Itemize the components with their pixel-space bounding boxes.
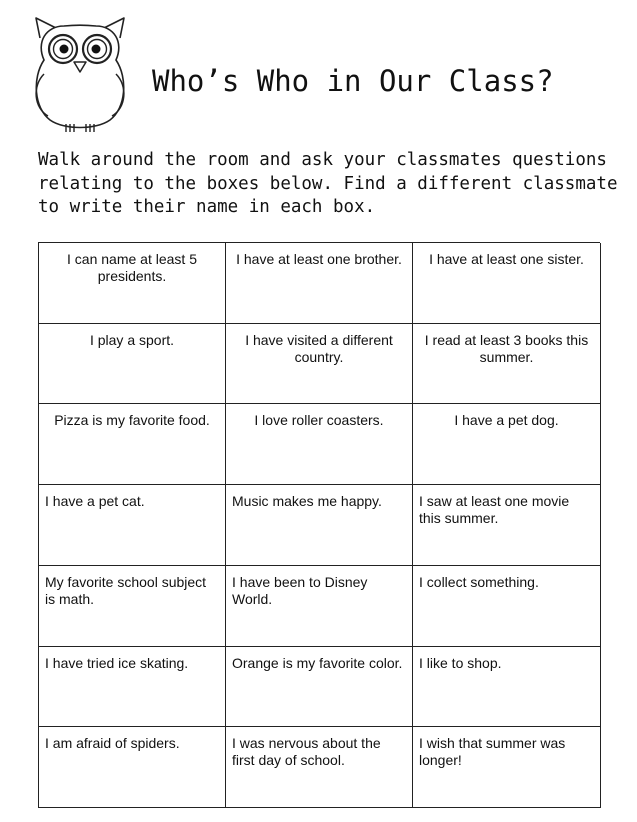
instructions-text — [38, 149, 618, 220]
grid-cell[interactable]: I am afraid of spiders. — [39, 727, 226, 808]
grid-cell[interactable]: I read at least 3 books this summer. — [413, 324, 601, 405]
owl-icon — [30, 16, 130, 134]
grid-cell[interactable]: I have at least one brother. — [226, 243, 413, 324]
page-title: Who’s Who in Our Class? — [152, 64, 554, 98]
instructions-line: Walk around the room and ask your classmates questions — [38, 150, 607, 170]
grid-cell[interactable]: I collect something. — [413, 566, 601, 647]
grid-cell[interactable]: I saw at least one movie this summer. — [413, 485, 601, 566]
grid-cell[interactable]: I have tried ice skating. — [39, 647, 226, 728]
grid-cell[interactable]: I have visited a different country. — [226, 324, 413, 405]
instructions-line: to write their name in each box. — [38, 197, 376, 217]
grid-cell[interactable]: Orange is my favorite color. — [226, 647, 413, 728]
grid-cell[interactable]: I love roller coasters. — [226, 404, 413, 485]
grid-cell[interactable]: I have at least one sister. — [413, 243, 601, 324]
grid-cell[interactable]: Music makes me happy. — [226, 485, 413, 566]
grid-cell[interactable]: I have been to Disney World. — [226, 566, 413, 647]
grid-cell[interactable]: My favorite school subject is math. — [39, 566, 226, 647]
grid-cell[interactable]: I was nervous about the first day of school. — [226, 727, 413, 808]
grid-cell[interactable]: I play a sport. — [39, 324, 226, 405]
bingo-grid — [38, 242, 600, 808]
grid-cell[interactable]: Pizza is my favorite food. — [39, 404, 226, 485]
grid-cell[interactable]: I wish that summer was longer! — [413, 727, 601, 808]
grid-cell[interactable]: I have a pet dog. — [413, 404, 601, 485]
grid-cell[interactable]: I have a pet cat. — [39, 485, 226, 566]
grid-cell[interactable]: I like to shop. — [413, 647, 601, 728]
grid-cell[interactable]: I can name at least 5 presidents. — [39, 243, 226, 324]
instructions-line: relating to the boxes below. Find a different classmate — [38, 173, 618, 194]
